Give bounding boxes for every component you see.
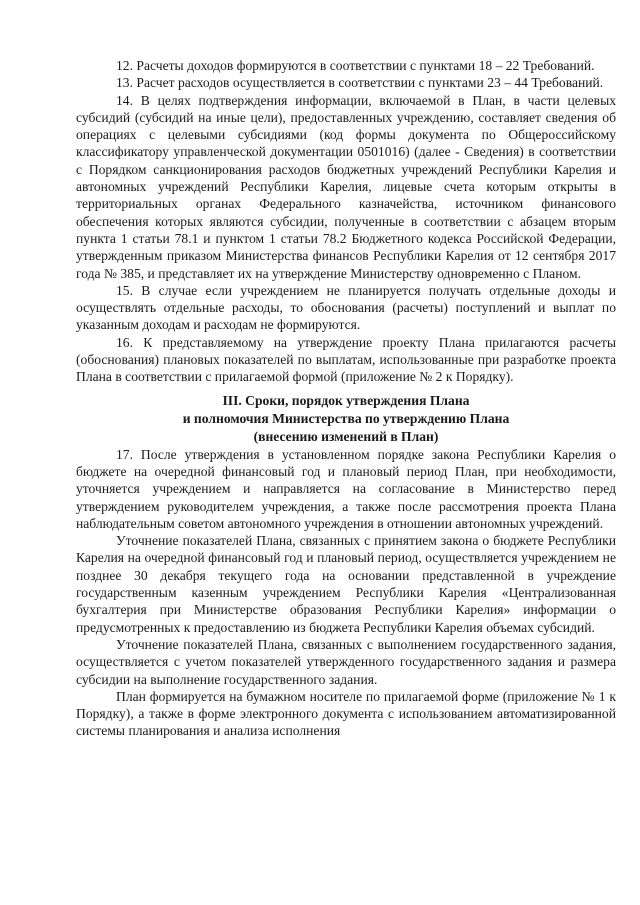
section-heading-line-2: и полномочия Министерства по утверждению Плана [182,410,510,426]
paragraph-14: 14. В целях подтверждения информации, включаемой в План, в части целевых субсидий (субсидий на иные цели), предоставленных учреждению, составляет сведения об операциях с целевыми субсидиями (код формы документа по Общероссийскому классификатору управленческой документации 0501016) (далее - Сведения) в соответствии с Порядком санкционирования расходов бюджетных учреждений Республики Карелия и автономных учреждений Республики Карелия, лицевые счета которым открыты в территориальных органах Федерального казначейства, источником финансового обеспечения которых являются субсидии, полученные в соответствии с абзацем вторым пункта 1 статьи 78.1 и пунктом 1 статьи 78.2 Бюджетного кодекса Российской Федерации, утвержденным приказом Министерства финансов Республики Карелия от 12 сентября 2017 года № 385, и представляет их на утверждение Министерству одновременно с Планом. [76,92,616,281]
paragraph-15: 15. В случае если учреждением не планируется получать отдельные доходы и осуществлять отдельные расходы, то обоснования (расчеты) поступлений и выплат по указанным доходам и расходам не формируются. [76,282,616,333]
section-heading-line-3: (внесению изменений в План) [253,428,439,444]
paragraph-13: 13. Расчет расходов осуществляется в соответствии с пунктами 23 – 44 Требований. [116,75,604,91]
paragraph-16: 16. К представляемому на утверждение проекту Плана прилагаются расчеты (обоснования) плановых показателей по выплатам, использованные при разработке проекта Плана в соответствии с прилагаемой формой (приложение № 2 к Порядку). [76,334,616,385]
paragraph-12: 12. Расчеты доходов формируются в соответствии с пунктами 18 – 22 Требований. [116,58,595,73]
paragraph-17-state-task-clarification: Уточнение показателей Плана, связанных с выполнением государственного задания, осуществляется с учетом показателей утвержденного государственного задания и размера субсидии на выполнение государственного задания. [76,636,616,687]
paragraph-plan-format: План формируется на бумажном носителе по прилагаемой форме (приложение № 1 к Порядку), а также в форме электронного документа с использованием автоматизированной системы планирования и анализа исполнения [76,688,616,739]
section-heading-line-1: III. Сроки, порядок утверждения Плана [222,392,470,408]
section-heading [76,392,616,446]
paragraph-17: 17. После утверждения в установленном порядке закона Республики Карелия о бюджете на очередной финансовый год и плановый период План, при необходимости, уточняется учреждением и направляется на согласование в Министерство перед утверждением руководителем учреждения, а также после рассмотрения проекта Плана наблюдательным советом автономного учреждения в отношении автономных учреждений. [76,446,616,531]
paragraph-17-budget-clarification: Уточнение показателей Плана, связанных с принятием закона о бюджете Республики Карелия на очередной финансовый год и плановый период, осуществляется учреждением не позднее 30 декабря текущего года на основании представленной в учреждение государственным казенным учреждением Республики Карелия «Централизованная бухгалтерия при Министерстве образования Республики Карелия» информации о предусмотренных к предоставлению из бюджета Республики Карелия объемах субсидий. [76,533,616,635]
